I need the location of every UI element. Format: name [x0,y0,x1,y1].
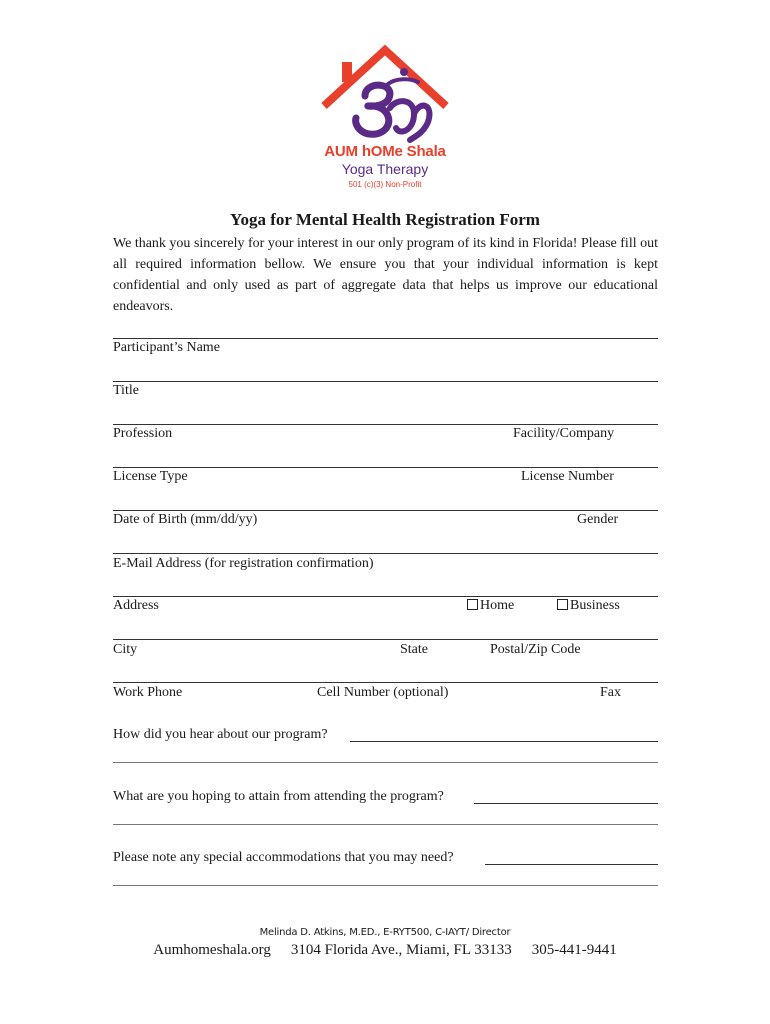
license-type-label: License Type [113,469,188,484]
om-house-icon [310,44,460,154]
accommodations-answer-line-2[interactable] [113,885,658,886]
home-checkbox[interactable] [467,599,478,610]
gender-label: Gender [577,512,619,527]
attain-answer-line[interactable] [474,803,658,804]
attain-question: What are you hoping to attain from attending the program? [113,789,444,804]
dob-line[interactable] [113,510,658,511]
license-number-label: License Number [521,469,614,484]
zip-label: Postal/Zip Code [490,642,581,657]
accommodations-answer-line[interactable] [485,864,658,865]
cell-number-label: Cell Number (optional) [317,685,449,700]
title-label: Title [113,383,139,398]
city-line[interactable] [113,639,658,640]
profession-line[interactable] [113,424,658,425]
organization-name: AUM hOMe Shala [324,143,446,160]
profession-label: Profession [113,426,173,441]
website-link[interactable]: Aumhomeshala.org [153,942,271,958]
fax-label: Fax [600,685,621,700]
director-credit: Melinda D. Atkins, M.ED., E-RYT500, C-IAYT/ Director [259,927,511,938]
work-phone-label: Work Phone [113,685,183,700]
attain-answer-line-2[interactable] [113,824,658,825]
footer-contact [0,942,770,959]
facility-label: Facility/Company [513,426,615,441]
email-line[interactable] [113,553,658,554]
title-line[interactable] [113,381,658,382]
organization-subtitle: Yoga Therapy [341,161,429,177]
phone-line[interactable] [113,682,658,683]
state-label: State [400,642,428,657]
city-label: City [113,642,138,657]
footer-address: 3104 Florida Ave., Miami, FL 33133 [290,942,512,958]
license-line[interactable] [113,467,658,468]
address-label: Address [113,598,159,613]
accommodations-question: Please note any special accommodations that you may need? [113,850,454,865]
participant-name-line[interactable] [113,338,658,339]
home-label: Home [480,598,515,613]
participant-name-label: Participant’s Name [113,340,220,355]
intro-paragraph: We thank you sincerely for your interest in our only program of its kind in Florida! Please fill out all required information bellow. We ensure you that your individual information is kept confidential and only used as part of aggregate data that helps us improve our educational endeavors. [113,236,658,314]
form-title: Yoga for Mental Health Registration Form [230,210,540,229]
business-label: Business [570,598,620,613]
hear-answer-line[interactable] [350,741,658,742]
nonprofit-status: 501 (c)(3) Non-Profit [348,180,422,189]
business-option[interactable] [557,598,620,614]
footer-phone: 305-441-9441 [531,942,617,958]
dob-label: Date of Birth (mm/dd/yy) [113,512,258,527]
email-label: E-Mail Address (for registration confirmation) [113,556,374,571]
business-checkbox[interactable] [557,599,568,610]
home-option[interactable] [467,598,514,614]
address-line[interactable] [113,596,658,597]
hear-question: How did you hear about our program? [113,727,328,742]
hear-answer-line-2[interactable] [113,762,658,763]
